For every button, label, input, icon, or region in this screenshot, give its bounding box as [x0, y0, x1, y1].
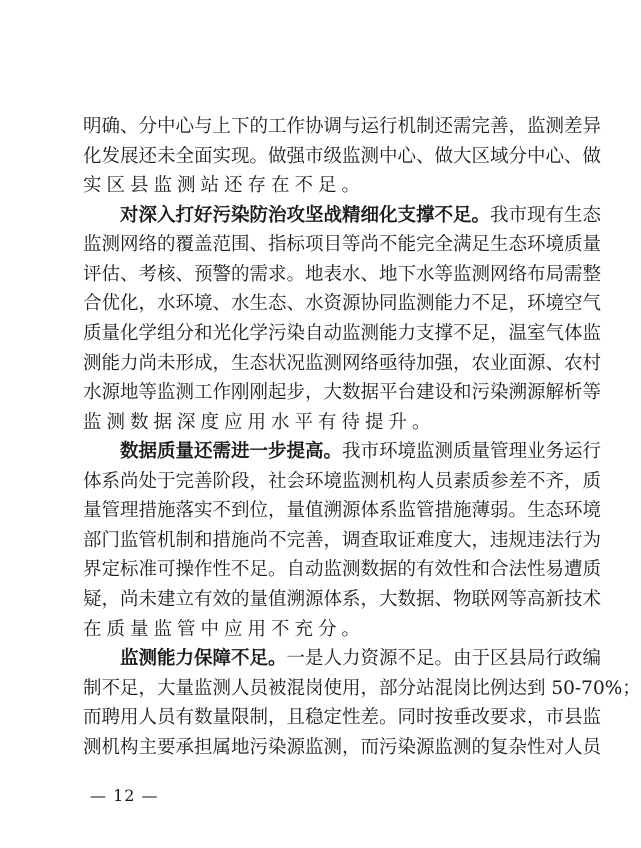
line-text: 测机构主要承担属地污染源监测，而污染源监测的复杂性对人员 [83, 736, 602, 758]
line-text: 在质量监管中应用不充分。 [83, 618, 366, 640]
line-text: 化发展还未全面实现。做强市级监测中心、做大区域分中心、做 [83, 145, 602, 167]
text-line [83, 319, 602, 349]
text-line [83, 467, 602, 497]
text-line [83, 260, 602, 290]
text-line [83, 496, 602, 526]
line-text: 监测网络的覆盖范围、指标项目等尚不能完全满足生态环境质量 [83, 234, 602, 256]
line-text: 我市环境监测质量管理业务运行 [342, 441, 602, 463]
line-text: 评估、考核、预警的需求。地表水、地下水等监测网络布局需整 [83, 263, 602, 285]
line-text: 水源地等监测工作刚刚起步，大数据平台建设和污染溯源解析等 [83, 382, 602, 404]
line-text: 测能力尚未形成，生态状况监测网络亟待加强，农业面源、农村 [83, 352, 602, 374]
text-line [83, 408, 517, 438]
line-text: 疑，尚未建立有效的量值溯源体系，大数据、物联网等高新技术 [83, 589, 602, 610]
line-text: 实区县监测站还存在不足。 [83, 175, 366, 197]
line-text: 质量化学组分和光化学污染自动监测能力支撑不足，温室气体监 [83, 322, 602, 344]
line-text: 我市现有生态 [490, 204, 602, 226]
line-text: 界定标准可操作性不足。自动监测数据的有效性和合法性易遭质 [83, 559, 602, 581]
line-text: 量管理措施落实不到位，量值溯源体系监管措施薄弱。生态环境 [83, 500, 602, 522]
line-text: 部门监管机制和措施尚不完善，调查取证难度大，违规违法行为 [83, 529, 602, 551]
text-line [83, 526, 602, 556]
line-text: 明确、分中心与上下的工作协调与运行机制还需完善，监测差异 [83, 116, 602, 137]
text-line [83, 289, 602, 319]
text-line [83, 230, 602, 260]
page-number: — 12 — [90, 786, 159, 805]
text-line [83, 615, 517, 645]
text-line [83, 733, 602, 763]
text-line [83, 555, 602, 585]
text-line [83, 171, 517, 201]
text-line [83, 585, 602, 615]
line-text: 合优化，水环境、水生态、水资源协同监测能力不足，环境空气 [83, 293, 602, 315]
text-line [83, 378, 602, 408]
line-text: 制不足，大量监测人员被混岗使用，部分站混岗比例达到 50-70%； [83, 677, 641, 699]
text-line [83, 644, 602, 674]
text-line [83, 703, 602, 733]
line-text: 而聘用人员有数量限制，且稳定性差。同时按垂改要求，市县监 [83, 707, 602, 729]
text-line [83, 142, 602, 172]
text-line [83, 437, 602, 467]
line-text: 监测数据深度应用水平有待提升。 [83, 411, 436, 433]
line-text: 体系尚处于完善阶段，社会环境监测机构人员素质参差不齐，质 [83, 470, 602, 492]
body-text [83, 112, 641, 762]
line-text: 一是人力资源不足。由于区县局行政编 [286, 648, 602, 670]
paragraph-heading: 数据质量还需进一步提高。 [120, 441, 343, 463]
text-line [83, 349, 602, 379]
text-line [83, 112, 602, 142]
paragraph-heading: 对深入打好污染防治攻坚战精细化支撑不足。 [120, 204, 491, 226]
paragraph-heading: 监测能力保障不足。 [120, 648, 287, 670]
text-line [83, 201, 602, 231]
text-line [83, 674, 641, 704]
